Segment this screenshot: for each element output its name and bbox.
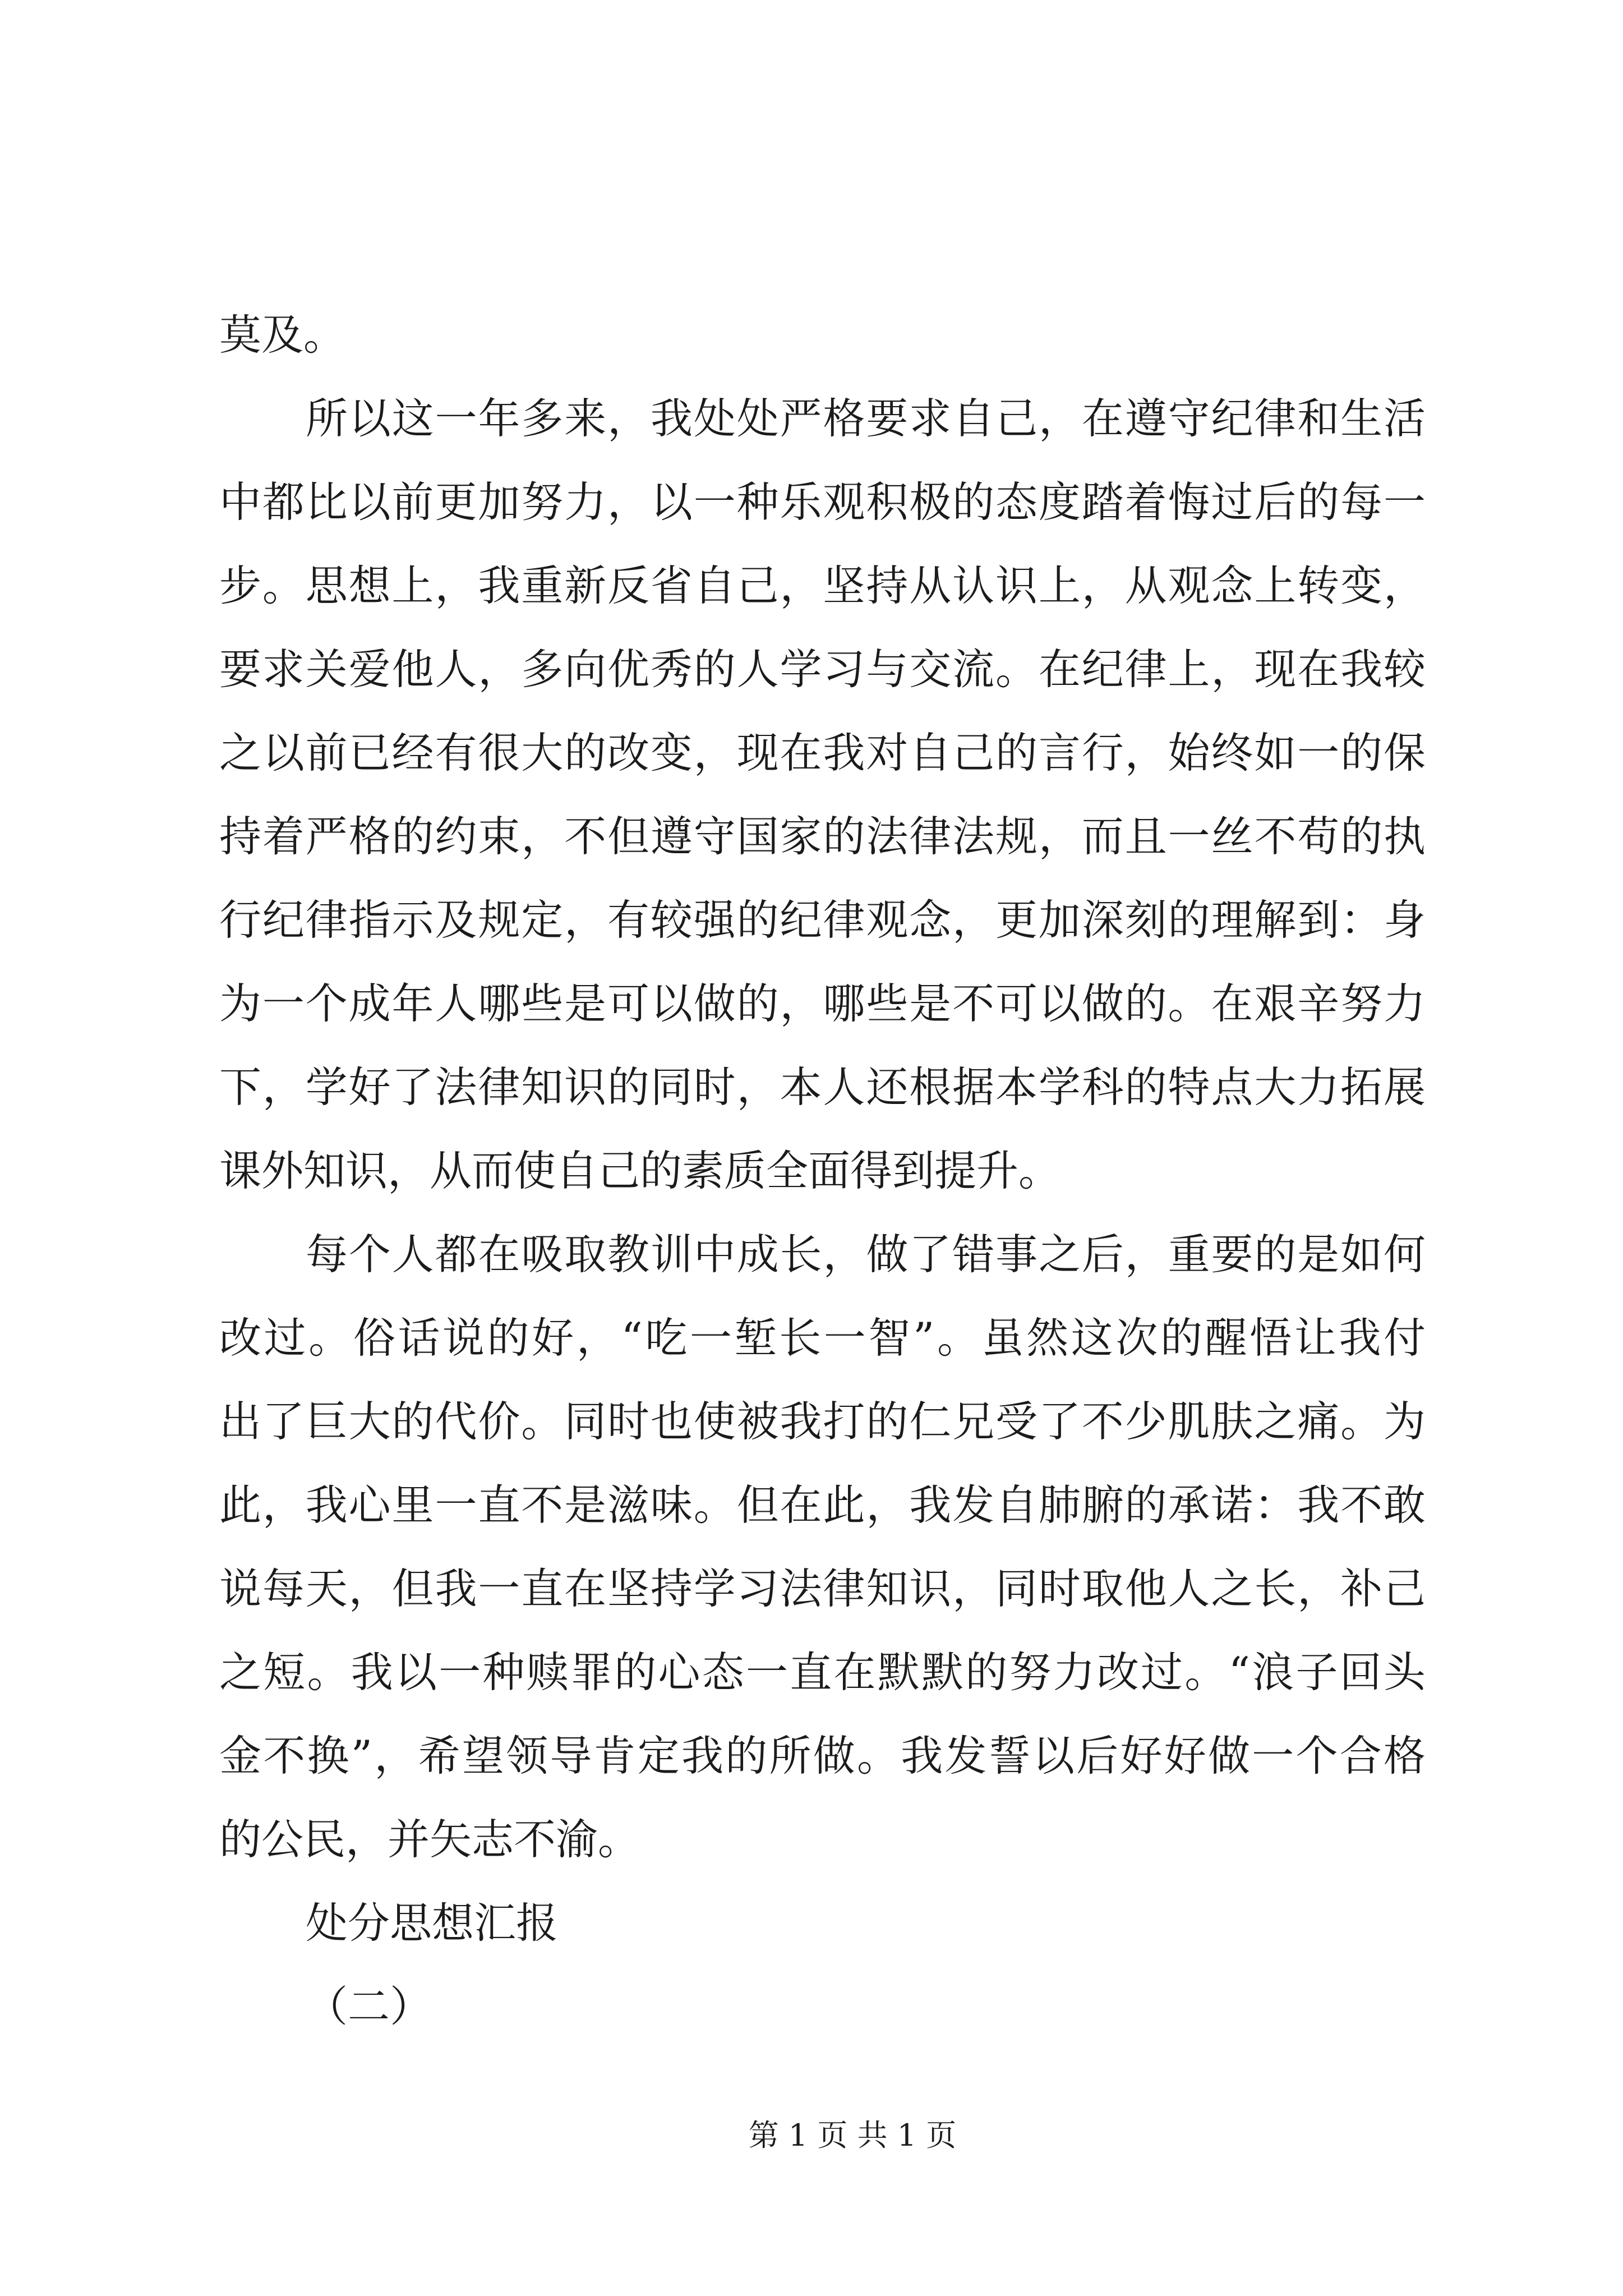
text-line: 金不换”，希望领导肯定我的所做。我发誓以后好好做一个合格 bbox=[219, 1731, 1426, 1780]
text-line: 所以这一年多来，我处处严格要求自己，在遵守纪律和生活 bbox=[306, 394, 1426, 443]
text-line: 每个人都在吸取教训中成长，做了错事之后，重要的是如何 bbox=[306, 1230, 1426, 1279]
text-line: 之以前已经有很大的改变，现在我对自己的言行，始终如一的保 bbox=[219, 728, 1426, 777]
document-body bbox=[219, 293, 1426, 2049]
text-line: 的公民，并矢志不渝。 bbox=[219, 1815, 640, 1864]
text-line: 莫及。 bbox=[219, 310, 346, 360]
text-line: 说每天，但我一直在坚持学习法律知识，同时取他人之长，补己 bbox=[219, 1564, 1426, 1613]
text-line: 此，我心里一直不是滋味。但在此，我发自肺腑的承诺：我不敢 bbox=[219, 1480, 1426, 1530]
text-line: 下，学好了法律知识的同时，本人还根据本学科的特点大力拓展 bbox=[219, 1062, 1426, 1112]
page-footer: 第 1 页 共 1 页 bbox=[748, 2118, 957, 2153]
text-line: 之短。我以一种赎罪的心态一直在默默的努力改过。“浪子回头 bbox=[219, 1648, 1426, 1697]
text-line: 行纪律指示及规定，有较强的纪律观念，更加深刻的理解到：身 bbox=[219, 895, 1426, 945]
text-line: 改过。俗话说的好，“吃一堑长一智”。虽然这次的醒悟让我付 bbox=[219, 1313, 1426, 1363]
text-line: 课外知识，从而使自己的素质全面得到提升。 bbox=[219, 1146, 1061, 1195]
text-line: 中都比以前更加努力，以一种乐观积极的态度踏着悔过后的每一 bbox=[219, 477, 1426, 527]
text-line: 步。思想上，我重新反省自己，坚持从认识上，从观念上转变， bbox=[219, 561, 1426, 610]
text-line: 为一个成年人哪些是可以做的，哪些是不可以做的。在艰辛努力 bbox=[219, 979, 1426, 1028]
section-heading: 处分思想汇报 bbox=[306, 1898, 559, 1948]
text-line: 要求关爱他人，多向优秀的人学习与交流。在纪律上，现在我较 bbox=[219, 645, 1426, 694]
section-number: （二） bbox=[306, 1982, 432, 2031]
text-line: 出了巨大的代价。同时也使被我打的仁兄受了不少肌肤之痛。为 bbox=[219, 1397, 1426, 1446]
text-line: 持着严格的约束，不但遵守国家的法律法规，而且一丝不苟的执 bbox=[219, 812, 1426, 861]
